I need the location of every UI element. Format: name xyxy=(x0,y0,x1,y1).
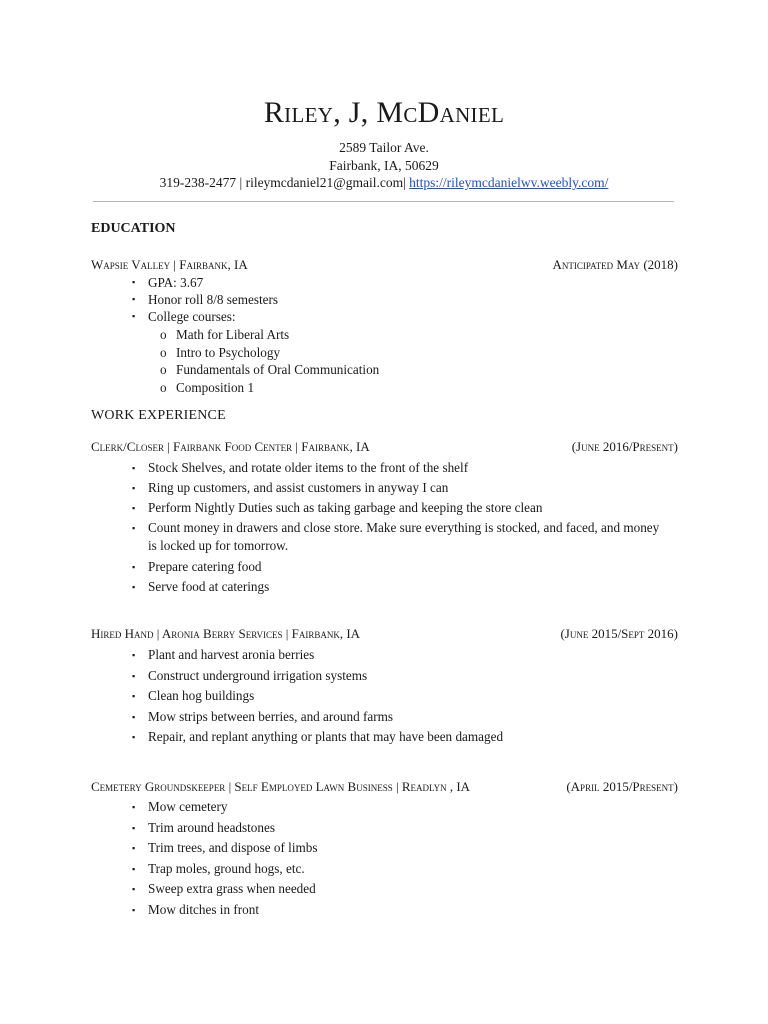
header-divider xyxy=(93,201,674,202)
list-item: ▪ Perform Nightly Duties such as taking garbage and keeping the store clean xyxy=(130,498,660,518)
phone-email: 319-238-2477 | rileymcdaniel21@gmail.com| xyxy=(159,175,406,190)
list-item: ▪ Trap moles, ground hogs, etc. xyxy=(130,859,660,880)
list-item: ▪ GPA: 3.67 xyxy=(132,275,204,290)
address-line-2: Fairbank, IA, 50629 xyxy=(329,158,439,173)
bullet-icon: ▪ xyxy=(132,277,136,287)
job-duties-list xyxy=(130,458,660,597)
graduation-date: Anticipated May (2018) xyxy=(552,257,678,272)
education-heading: EDUCATION xyxy=(91,221,176,236)
bullet-icon: ▪ xyxy=(132,732,136,742)
list-item: ▪ Ring up customers, and assist customers in anyway I can xyxy=(130,478,660,498)
job-title: Hired Hand | Aronia Berry Services | Fairbank, IA xyxy=(91,626,361,641)
bullet-icon: ▪ xyxy=(132,691,136,701)
job-dates: (June 2016/Present) xyxy=(571,439,678,454)
list-item: ▪ Mow cemetery xyxy=(130,797,660,818)
list-item: ▪ Honor roll 8/8 semesters xyxy=(132,292,279,307)
list-item: ▪ Mow strips between berries, and around farms xyxy=(130,707,660,728)
job-duties-list xyxy=(130,797,660,920)
job-duties-list xyxy=(130,645,660,748)
list-item: ▪ Serve food at caterings xyxy=(130,577,660,597)
list-item: ▪ Construct underground irrigation systems xyxy=(130,666,660,687)
course-item: o Fundamentals of Oral Communication xyxy=(160,362,380,377)
bullet-icon: ▪ xyxy=(132,582,136,592)
school-name: Wapsie Valley | Fairbank, IA xyxy=(91,257,248,272)
list-item: ▪ Mow ditches in front xyxy=(130,900,660,921)
course-item: o Composition 1 xyxy=(160,379,255,395)
website-link[interactable]: https://rileymcdanielwv.weebly.com/ xyxy=(409,175,609,190)
bullet-icon: ▪ xyxy=(132,843,136,853)
education-bullet-list xyxy=(130,274,660,325)
list-item: ▪ Prepare catering food xyxy=(130,557,660,577)
address-line-1: 2589 Tailor Ave. xyxy=(339,140,429,155)
bullet-icon: ▪ xyxy=(132,311,136,321)
list-item: ▪ Trim trees, and dispose of limbs xyxy=(130,838,660,859)
bullet-icon: ▪ xyxy=(132,884,136,894)
bullet-icon: ▪ xyxy=(132,670,136,681)
bullet-icon: ▪ xyxy=(132,562,136,572)
sub-bullet-icon: o xyxy=(160,344,167,360)
bullet-icon: ▪ xyxy=(132,523,136,533)
list-item: ▪ Trim around headstones xyxy=(130,818,660,839)
list-item: ▪ Repair, and replant anything or plants that may have been damaged xyxy=(130,727,660,748)
bullet-icon: ▪ xyxy=(132,650,136,660)
list-item: ▪ Stock Shelves, and rotate older items to the front of the shelf xyxy=(130,458,660,478)
course-list xyxy=(160,326,560,396)
contact-line xyxy=(0,174,768,191)
job-title: Cemetery Groundskeeper | Self Employed Lawn Business | Readlyn , IA xyxy=(91,779,471,794)
list-item: ▪ Plant and harvest aronia berries xyxy=(130,645,660,666)
course-item: o Intro to Psychology xyxy=(160,344,281,360)
course-item: o Math for Liberal Arts xyxy=(160,327,290,342)
sub-bullet-icon: o xyxy=(160,327,167,342)
list-item: ▪ College courses: xyxy=(132,309,236,324)
bullet-icon: ▪ xyxy=(132,822,136,833)
bullet-icon: ▪ xyxy=(132,863,136,874)
list-item: ▪ Sweep extra grass when needed xyxy=(130,879,660,900)
sub-bullet-icon: o xyxy=(160,379,167,395)
list-item: ▪ Count money in drawers and close store. Make sure everything is stocked, and faced, and money is locked up for tomorrow. xyxy=(132,520,660,553)
bullet-icon: ▪ xyxy=(132,503,136,513)
work-experience-heading: WORK EXPERIENCE xyxy=(91,408,226,423)
bullet-icon: ▪ xyxy=(132,802,136,812)
bullet-icon: ▪ xyxy=(132,483,136,493)
sub-bullet-icon: o xyxy=(160,362,167,377)
bullet-icon: ▪ xyxy=(132,463,136,473)
job-dates: (June 2015/Sept 2016) xyxy=(560,626,678,641)
bullet-icon: ▪ xyxy=(132,904,136,915)
bullet-icon: ▪ xyxy=(132,294,136,304)
job-dates: (April 2015/Present) xyxy=(566,779,678,794)
bullet-icon: ▪ xyxy=(132,711,136,722)
job-title: Clerk/Closer | Fairbank Food Center | Fairbank, IA xyxy=(91,439,370,454)
list-item: ▪ Clean hog buildings xyxy=(130,686,660,707)
resume-name: Riley, J, McDaniel xyxy=(263,96,505,129)
